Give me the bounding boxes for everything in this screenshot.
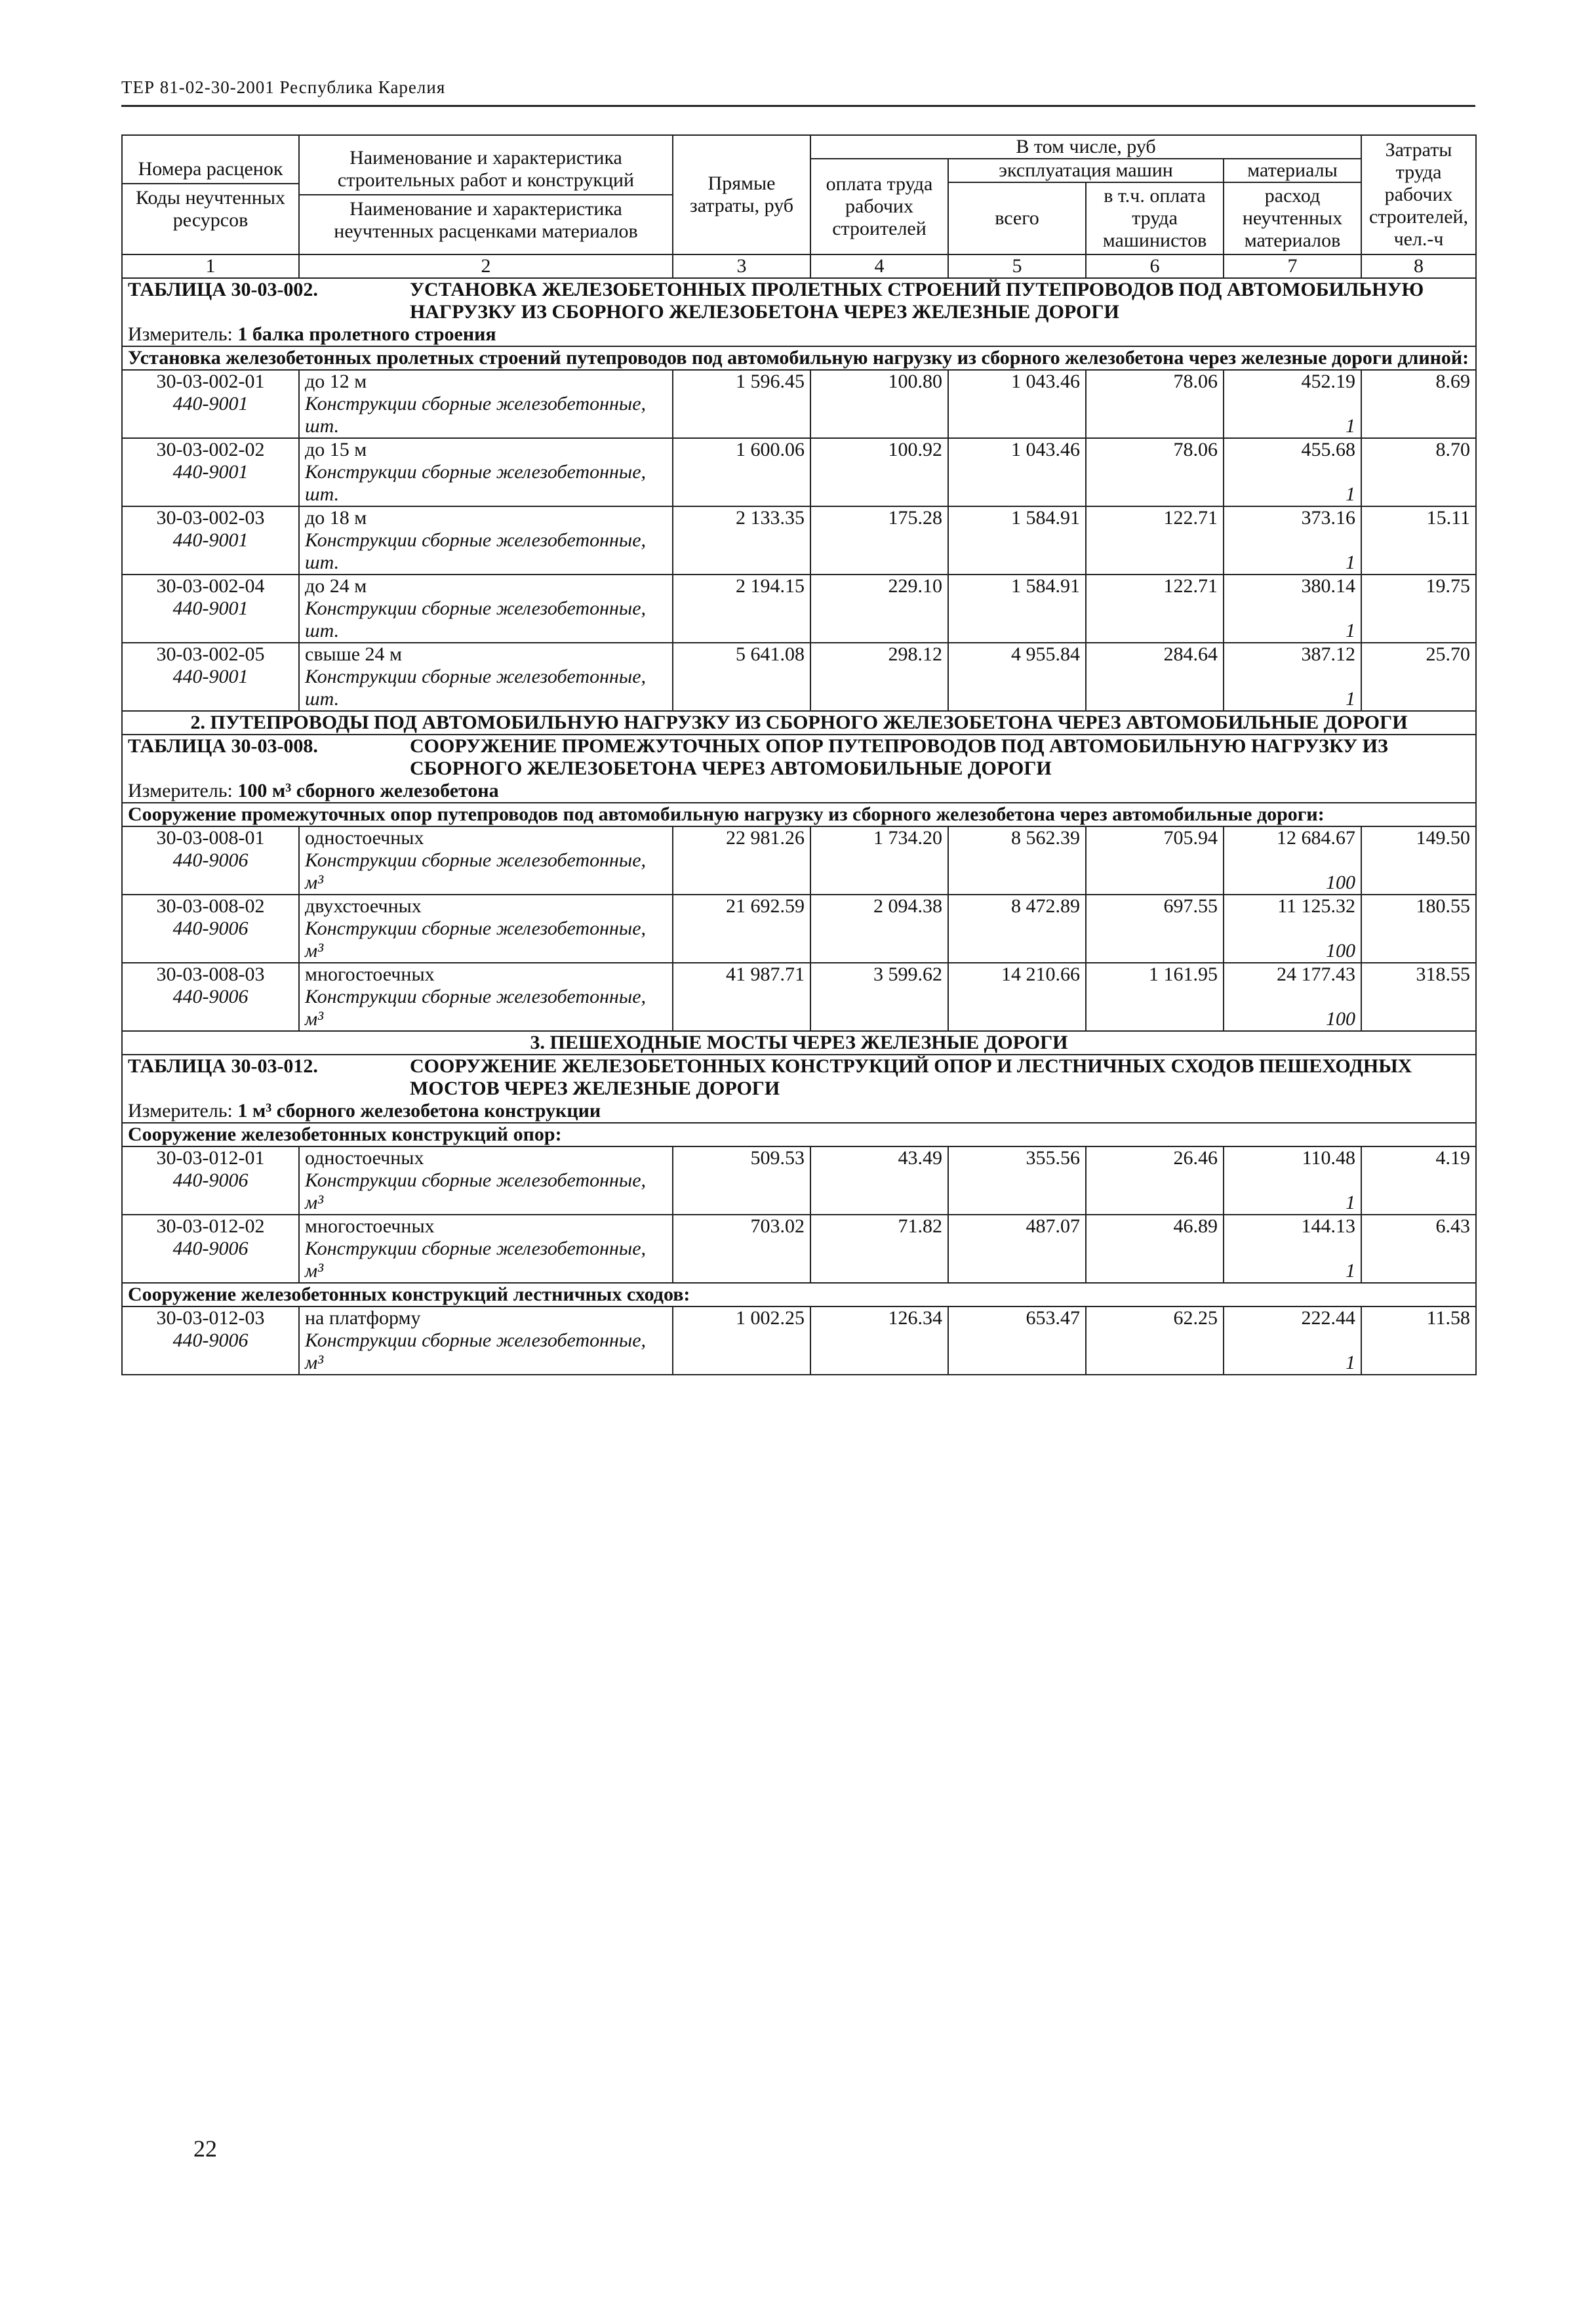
column-number-7: 7 xyxy=(1224,254,1361,278)
measure-unit xyxy=(122,323,1476,346)
material-quantity: 1 xyxy=(1224,461,1361,506)
material-quantity: 100 xyxy=(1224,986,1361,1031)
work-name: до 15 м xyxy=(299,438,673,461)
rates-table xyxy=(121,134,1477,1375)
measure-value: 100 м³ сборного железобетона xyxy=(237,780,499,801)
table-title xyxy=(122,735,1476,780)
empty-cell xyxy=(810,918,948,963)
table-row xyxy=(122,575,1476,597)
machine-cost: 4 955.84 xyxy=(948,643,1086,666)
materials-cost: 373.16 xyxy=(1224,506,1361,529)
material-quantity: 1 xyxy=(1224,666,1361,711)
labor-hours: 6.43 xyxy=(1361,1215,1476,1238)
machine-cost: 1 043.46 xyxy=(948,370,1086,393)
direct-cost: 1 002.25 xyxy=(673,1306,810,1329)
header-rule xyxy=(121,105,1475,107)
materials-cost: 455.68 xyxy=(1224,438,1361,461)
labor-hours: 8.69 xyxy=(1361,370,1476,393)
materials-cost: 110.48 xyxy=(1224,1146,1361,1169)
table-row xyxy=(122,643,1476,666)
labor-cost: 100.92 xyxy=(810,438,948,461)
empty-cell xyxy=(1086,666,1224,711)
resource-code: 440-9006 xyxy=(122,918,299,963)
header-col2-bottom: Наименование и характеристика неучтенных расценками материалов xyxy=(334,198,638,242)
labor-cost: 126.34 xyxy=(810,1306,948,1329)
empty-cell xyxy=(1361,1238,1476,1283)
header-col1 xyxy=(122,135,299,254)
labor-hours: 318.55 xyxy=(1361,963,1476,986)
work-name: одностоечных xyxy=(299,826,673,849)
empty-cell xyxy=(948,461,1086,506)
empty-cell xyxy=(948,918,1086,963)
table-title-text: УСТАНОВКА ЖЕЛЕЗОБЕТОННЫХ ПРОЛЕТНЫХ СТРОЕНИЙ ПУТЕПРОВОДОВ ПОД АВТОМОБИЛЬНУЮ НАГРУЗКУ ИЗ СБОРНОГО ЖЕЛЕЗОБЕТОНА ЧЕРЕЗ ЖЕЛЕЗНЫЕ ДОРОГИ xyxy=(410,279,1424,323)
measure-label: Измеритель: xyxy=(128,1100,238,1122)
empty-cell xyxy=(948,597,1086,643)
header-col4: оплата труда рабочих строителей xyxy=(810,159,948,254)
material-quantity: 1 xyxy=(1224,1329,1361,1375)
empty-cell xyxy=(948,1329,1086,1375)
rate-code: 30-03-002-03 xyxy=(122,506,299,529)
empty-cell xyxy=(1361,666,1476,711)
group-heading: Сооружение промежуточных опор путепроводов под автомобильную нагрузку из сборного железобетона через автомобильные дороги: xyxy=(122,803,1476,826)
resource-row xyxy=(122,1169,1476,1215)
page-number: 22 xyxy=(193,2136,217,2162)
measure-unit xyxy=(122,780,1476,803)
material-name: Конструкции сборные железобетонные, м³ xyxy=(299,986,673,1031)
table-row xyxy=(122,826,1476,849)
empty-cell xyxy=(1361,1329,1476,1375)
empty-cell xyxy=(673,1329,810,1375)
resource-row xyxy=(122,986,1476,1031)
direct-cost: 1 596.45 xyxy=(673,370,810,393)
labor-hours: 19.75 xyxy=(1361,575,1476,597)
labor-cost: 71.82 xyxy=(810,1215,948,1238)
measure-unit xyxy=(122,1100,1476,1123)
column-number-6: 6 xyxy=(1086,254,1224,278)
material-quantity: 1 xyxy=(1224,597,1361,643)
resource-row xyxy=(122,918,1476,963)
direct-cost: 2 194.15 xyxy=(673,575,810,597)
work-name: до 18 м xyxy=(299,506,673,529)
resource-row xyxy=(122,461,1476,506)
machinist-labor-cost: 697.55 xyxy=(1086,895,1224,918)
labor-hours: 149.50 xyxy=(1361,826,1476,849)
table-row xyxy=(122,438,1476,461)
machinist-labor-cost: 122.71 xyxy=(1086,506,1224,529)
empty-cell xyxy=(948,849,1086,895)
header-col3: Прямые затраты, руб xyxy=(673,135,810,254)
machine-cost: 14 210.66 xyxy=(948,963,1086,986)
direct-cost: 509.53 xyxy=(673,1146,810,1169)
rate-code: 30-03-008-03 xyxy=(122,963,299,986)
labor-cost: 229.10 xyxy=(810,575,948,597)
materials-cost: 24 177.43 xyxy=(1224,963,1361,986)
rate-code: 30-03-008-02 xyxy=(122,895,299,918)
resource-row xyxy=(122,666,1476,711)
work-name: многостоечных xyxy=(299,963,673,986)
header-col6: в т.ч. оплата труда машинистов xyxy=(1086,182,1224,254)
header-col5: всего xyxy=(948,182,1086,254)
materials-cost: 144.13 xyxy=(1224,1215,1361,1238)
table-row xyxy=(122,1306,1476,1329)
header-machines: эксплуатация машин xyxy=(948,159,1224,182)
machine-cost: 487.07 xyxy=(948,1215,1086,1238)
empty-cell xyxy=(673,986,810,1031)
materials-cost: 380.14 xyxy=(1224,575,1361,597)
rate-code: 30-03-002-05 xyxy=(122,643,299,666)
empty-cell xyxy=(1086,529,1224,575)
empty-cell xyxy=(1086,849,1224,895)
materials-cost: 12 684.67 xyxy=(1224,826,1361,849)
labor-cost: 100.80 xyxy=(810,370,948,393)
machine-cost: 355.56 xyxy=(948,1146,1086,1169)
material-name: Конструкции сборные железобетонные, м³ xyxy=(299,1238,673,1283)
work-name: до 24 м xyxy=(299,575,673,597)
empty-cell xyxy=(1361,986,1476,1031)
work-name: на платформу xyxy=(299,1306,673,1329)
labor-cost: 2 094.38 xyxy=(810,895,948,918)
empty-cell xyxy=(673,393,810,438)
empty-cell xyxy=(673,1169,810,1215)
empty-cell xyxy=(673,597,810,643)
rate-code: 30-03-002-04 xyxy=(122,575,299,597)
machinist-labor-cost: 62.25 xyxy=(1086,1306,1224,1329)
material-quantity: 1 xyxy=(1224,1238,1361,1283)
rate-code: 30-03-012-03 xyxy=(122,1306,299,1329)
labor-cost: 43.49 xyxy=(810,1146,948,1169)
direct-cost: 2 133.35 xyxy=(673,506,810,529)
material-quantity: 1 xyxy=(1224,529,1361,575)
direct-cost: 41 987.71 xyxy=(673,963,810,986)
machinist-labor-cost: 705.94 xyxy=(1086,826,1224,849)
material-quantity: 100 xyxy=(1224,849,1361,895)
material-name: Конструкции сборные железобетонные, шт. xyxy=(299,461,673,506)
material-name: Конструкции сборные железобетонные, м³ xyxy=(299,1169,673,1215)
table-row xyxy=(122,1146,1476,1169)
direct-cost: 5 641.08 xyxy=(673,643,810,666)
materials-cost: 452.19 xyxy=(1224,370,1361,393)
section-title: 2. ПУТЕПРОВОДЫ ПОД АВТОМОБИЛЬНУЮ НАГРУЗКУ ИЗ СБОРНОГО ЖЕЛЕЗОБЕТОНА ЧЕРЕЗ АВТОМОБИЛЬНЫЕ ДОРОГИ xyxy=(122,711,1476,735)
empty-cell xyxy=(1361,529,1476,575)
empty-cell xyxy=(948,393,1086,438)
rate-code: 30-03-002-02 xyxy=(122,438,299,461)
material-name: Конструкции сборные железобетонные, шт. xyxy=(299,666,673,711)
labor-hours: 8.70 xyxy=(1361,438,1476,461)
materials-cost: 11 125.32 xyxy=(1224,895,1361,918)
column-number-1: 1 xyxy=(122,254,299,278)
table-title-text: СООРУЖЕНИЕ ЖЕЛЕЗОБЕТОННЫХ КОНСТРУКЦИЙ ОПОР И ЛЕСТНИЧНЫХ СХОДОВ ПЕШЕХОДНЫХ МОСТОВ ЧЕРЕЗ ЖЕЛЕЗНЫЕ ДОРОГИ xyxy=(410,1055,1412,1099)
empty-cell xyxy=(1361,597,1476,643)
empty-cell xyxy=(673,1238,810,1283)
empty-cell xyxy=(948,1169,1086,1215)
machine-cost: 8 472.89 xyxy=(948,895,1086,918)
group-heading: Сооружение железобетонных конструкций лестничных сходов: xyxy=(122,1283,1476,1306)
header-materials: материалы xyxy=(1224,159,1361,182)
labor-cost: 298.12 xyxy=(810,643,948,666)
work-name: одностоечных xyxy=(299,1146,673,1169)
labor-hours: 4.19 xyxy=(1361,1146,1476,1169)
empty-cell xyxy=(948,666,1086,711)
empty-cell xyxy=(810,849,948,895)
machine-cost: 8 562.39 xyxy=(948,826,1086,849)
resource-code: 440-9001 xyxy=(122,597,299,643)
rate-code: 30-03-012-02 xyxy=(122,1215,299,1238)
material-name: Конструкции сборные железобетонные, шт. xyxy=(299,597,673,643)
materials-cost: 222.44 xyxy=(1224,1306,1361,1329)
column-number-4: 4 xyxy=(810,254,948,278)
empty-cell xyxy=(810,986,948,1031)
machinist-labor-cost: 122.71 xyxy=(1086,575,1224,597)
table-label: ТАБЛИЦА 30-03-008. xyxy=(128,735,318,757)
empty-cell xyxy=(1361,918,1476,963)
resource-row xyxy=(122,597,1476,643)
resource-code: 440-9006 xyxy=(122,1169,299,1215)
material-name: Конструкции сборные железобетонные, м³ xyxy=(299,918,673,963)
material-quantity: 1 xyxy=(1224,1169,1361,1215)
labor-hours: 15.11 xyxy=(1361,506,1476,529)
machinist-labor-cost: 284.64 xyxy=(1086,643,1224,666)
resource-code: 440-9001 xyxy=(122,393,299,438)
machinist-labor-cost: 78.06 xyxy=(1086,438,1224,461)
empty-cell xyxy=(1361,393,1476,438)
empty-cell xyxy=(1361,849,1476,895)
resource-code: 440-9006 xyxy=(122,849,299,895)
table-title xyxy=(122,1055,1476,1100)
materials-cost: 387.12 xyxy=(1224,643,1361,666)
labor-hours: 25.70 xyxy=(1361,643,1476,666)
header-col2-top: Наименование и характеристика строительных работ и конструкций xyxy=(337,147,635,191)
group-heading: Установка железобетонных пролетных строений путепроводов под автомобильную нагрузку из сборного железобетона через железные дороги длиной: xyxy=(122,346,1476,370)
empty-cell xyxy=(1086,918,1224,963)
empty-cell xyxy=(810,393,948,438)
resource-code: 440-9006 xyxy=(122,986,299,1031)
empty-cell xyxy=(810,1169,948,1215)
empty-cell xyxy=(810,529,948,575)
empty-cell xyxy=(810,461,948,506)
material-name: Конструкции сборные железобетонные, м³ xyxy=(299,849,673,895)
group-heading: Сооружение железобетонных конструкций опор: xyxy=(122,1123,1476,1146)
empty-cell xyxy=(1086,1329,1224,1375)
resource-code: 440-9006 xyxy=(122,1329,299,1375)
empty-cell xyxy=(1086,1238,1224,1283)
measure-value: 1 балка пролетного строения xyxy=(237,323,496,345)
material-name: Конструкции сборные железобетонные, м³ xyxy=(299,1329,673,1375)
table-row xyxy=(122,895,1476,918)
resource-code: 440-9006 xyxy=(122,1238,299,1283)
page-header: ТЕР 81-02-30-2001 Республика Карелия xyxy=(121,77,446,97)
resource-row xyxy=(122,529,1476,575)
material-name: Конструкции сборные железобетонные, шт. xyxy=(299,393,673,438)
machine-cost: 1 584.91 xyxy=(948,506,1086,529)
empty-cell xyxy=(810,1329,948,1375)
section-title: 3. ПЕШЕХОДНЫЕ МОСТЫ ЧЕРЕЗ ЖЕЛЕЗНЫЕ ДОРОГИ xyxy=(122,1031,1476,1055)
labor-cost: 3 599.62 xyxy=(810,963,948,986)
machine-cost: 1 584.91 xyxy=(948,575,1086,597)
empty-cell xyxy=(810,597,948,643)
resource-code: 440-9001 xyxy=(122,461,299,506)
empty-cell xyxy=(1361,1169,1476,1215)
direct-cost: 703.02 xyxy=(673,1215,810,1238)
header-col7: расход неучтенных материалов xyxy=(1224,182,1361,254)
header-col1-top: Номера расценок xyxy=(138,158,283,180)
empty-cell xyxy=(673,918,810,963)
table-title-text: СООРУЖЕНИЕ ПРОМЕЖУТОЧНЫХ ОПОР ПУТЕПРОВОДОВ ПОД АВТОМОБИЛЬНУЮ НАГРУЗКУ ИЗ СБОРНОГО ЖЕЛЕЗОБЕТОНА ЧЕРЕЗ АВТОМОБИЛЬНЫЕ ДОРОГИ xyxy=(410,735,1388,779)
empty-cell xyxy=(1086,461,1224,506)
work-name: свыше 24 м xyxy=(299,643,673,666)
work-name: до 12 м xyxy=(299,370,673,393)
direct-cost: 21 692.59 xyxy=(673,895,810,918)
empty-cell xyxy=(1086,986,1224,1031)
machinist-labor-cost: 78.06 xyxy=(1086,370,1224,393)
material-quantity: 100 xyxy=(1224,918,1361,963)
labor-cost: 175.28 xyxy=(810,506,948,529)
table-label: ТАБЛИЦА 30-03-012. xyxy=(128,1055,318,1077)
work-name: двухстоечных xyxy=(299,895,673,918)
direct-cost: 1 600.06 xyxy=(673,438,810,461)
empty-cell xyxy=(948,986,1086,1031)
resource-code: 440-9001 xyxy=(122,529,299,575)
measure-label: Измеритель: xyxy=(128,780,238,801)
machine-cost: 1 043.46 xyxy=(948,438,1086,461)
empty-cell xyxy=(673,529,810,575)
empty-cell xyxy=(948,1238,1086,1283)
empty-cell xyxy=(1086,597,1224,643)
table-row xyxy=(122,1215,1476,1238)
empty-cell xyxy=(810,1238,948,1283)
column-number-3: 3 xyxy=(673,254,810,278)
machine-cost: 653.47 xyxy=(948,1306,1086,1329)
empty-cell xyxy=(673,666,810,711)
empty-cell xyxy=(1086,393,1224,438)
column-number-2: 2 xyxy=(299,254,673,278)
measure-label: Измеритель: xyxy=(128,323,238,345)
empty-cell xyxy=(1361,461,1476,506)
rate-code: 30-03-008-01 xyxy=(122,826,299,849)
measure-value: 1 м³ сборного железобетона конструкции xyxy=(237,1100,601,1122)
machinist-labor-cost: 26.46 xyxy=(1086,1146,1224,1169)
work-name: многостоечных xyxy=(299,1215,673,1238)
empty-cell xyxy=(673,849,810,895)
labor-cost: 1 734.20 xyxy=(810,826,948,849)
rate-code: 30-03-012-01 xyxy=(122,1146,299,1169)
direct-cost: 22 981.26 xyxy=(673,826,810,849)
resource-row xyxy=(122,1238,1476,1283)
machinist-labor-cost: 46.89 xyxy=(1086,1215,1224,1238)
resource-row xyxy=(122,393,1476,438)
empty-cell xyxy=(948,529,1086,575)
machinist-labor-cost: 1 161.95 xyxy=(1086,963,1224,986)
material-name: Конструкции сборные железобетонные, шт. xyxy=(299,529,673,575)
labor-hours: 180.55 xyxy=(1361,895,1476,918)
material-quantity: 1 xyxy=(1224,393,1361,438)
table-row xyxy=(122,963,1476,986)
header-col1-bottom: Коды неучтенных ресурсов xyxy=(136,187,285,231)
empty-cell xyxy=(810,666,948,711)
header-col8: Затраты труда рабочих строителей, чел.-ч xyxy=(1361,135,1476,254)
resource-row xyxy=(122,849,1476,895)
resource-row xyxy=(122,1329,1476,1375)
table-row xyxy=(122,370,1476,393)
column-number-5: 5 xyxy=(948,254,1086,278)
header-col2 xyxy=(299,135,673,254)
empty-cell xyxy=(673,461,810,506)
table-row xyxy=(122,506,1476,529)
table-title xyxy=(122,278,1476,323)
table-label: ТАБЛИЦА 30-03-002. xyxy=(128,279,318,300)
labor-hours: 11.58 xyxy=(1361,1306,1476,1329)
resource-code: 440-9001 xyxy=(122,666,299,711)
rate-code: 30-03-002-01 xyxy=(122,370,299,393)
empty-cell xyxy=(1086,1169,1224,1215)
column-number-8: 8 xyxy=(1361,254,1476,278)
header-in-total: В том числе, руб xyxy=(810,135,1361,159)
